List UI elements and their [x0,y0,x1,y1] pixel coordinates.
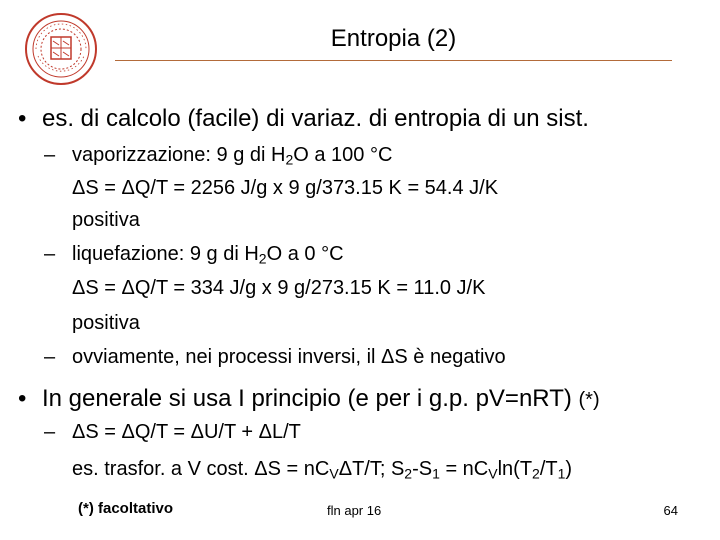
bullet-1-text: es. di calcolo (facile) di variaz. di entropia di un sist. [42,105,589,132]
vaporization-formula: ΔS = ΔQ/T = 2256 J/g x 9 g/373.15 K = 54.4 J/K [72,177,499,199]
bullet-1 [18,104,589,134]
sub-item-general-formula: – ΔS = ΔQ/T = ΔU/T + ΔL/T [44,421,301,443]
footer-date: fln apr 16 [327,503,382,518]
sub-item-vaporization: – vaporizzazione: 9 g di $H_2O$ a 100 °C [44,144,393,168]
bullet-symbol: • [18,385,27,412]
dash: – [44,144,56,166]
footer-optional-note: (*) facoltativo [78,500,174,517]
bullet-2 [18,384,600,415]
sub-item-inverse: – ovviamente, nei processi inversi, il ΔS è negativo [44,346,506,368]
bullet-2-text: In generale si usa I principio (e per i g.p. pV=nRT) [42,385,572,412]
vaporization-result: positiva [72,209,140,231]
dash: – [44,346,56,368]
dash: – [44,243,56,265]
liquefaction-formula: ΔS = ΔQ/T = 334 J/g x 9 g/273.15 K = 11.0 J/K [72,277,486,299]
liquefaction-result: positiva [72,312,140,334]
university-seal-logo [24,12,98,86]
dash: – [44,421,56,443]
bullet-symbol: • [18,105,27,132]
example-constant-volume: es. trasfor. a V cost. $\Delta S = nC_V\Delta T/T$; $S_2-S_1 = nC_V\ln(T_2/T_1)$ [72,458,573,482]
title-divider [115,60,672,61]
page-number: 64 [663,503,678,518]
optional-marker: (*) [578,389,600,411]
sub-item-liquefaction: – liquefazione: 9 g di $H_2O$ a 0 °C [44,243,344,267]
slide-title: Entropia (2) [330,25,457,52]
